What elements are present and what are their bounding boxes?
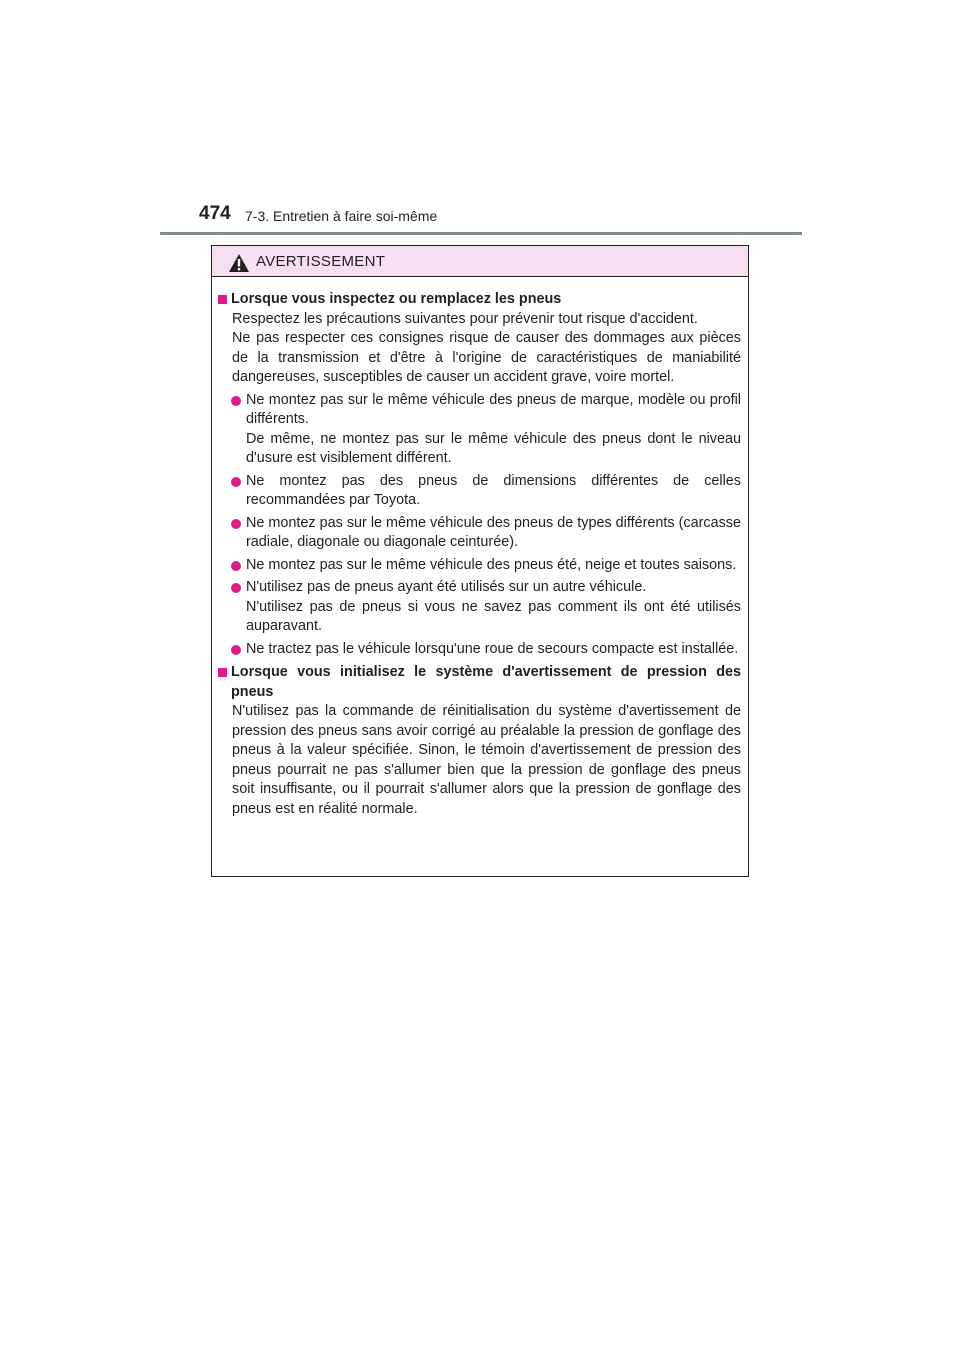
- list-item: Ne montez pas sur le même véhicule des pneus été, neige et toutes saisons.: [217, 556, 741, 576]
- header-rule: [160, 232, 802, 235]
- paragraph: Ne pas respecter ces consignes risque de causer des dommages aux pièces de la transmission et d'être à l'origine de caractéristiques de maniabilité dangereuses, susceptibles de causer un accident grave, voire mortel.: [232, 330, 741, 385]
- round-bullet-icon: [231, 396, 241, 406]
- square-bullet-icon: [218, 295, 227, 304]
- section-heading: Lorsque vous initialisez le système d'avertissement de pression des pneus: [217, 663, 741, 702]
- warning-triangle-icon: [229, 254, 249, 272]
- warning-box: [211, 245, 749, 877]
- square-bullet-icon: [218, 668, 227, 677]
- round-bullet-icon: [231, 477, 241, 487]
- list-item: N'utilisez pas de pneus ayant été utilisés sur un autre véhicule. N'utilisez pas de pneus si vous ne savez pas comment ils ont été utilisés auparavant.: [217, 578, 741, 637]
- round-bullet-icon: [231, 519, 241, 529]
- round-bullet-icon: [231, 645, 241, 655]
- warning-header: [212, 246, 748, 277]
- paragraph: Respectez les précautions suivantes pour prévenir tout risque d'accident.: [232, 310, 698, 327]
- round-bullet-icon: [231, 561, 241, 571]
- warning-title: AVERTISSEMENT: [256, 253, 386, 270]
- list-item: Ne tractez pas le véhicule lorsqu'une roue de secours compacte est installée.: [217, 640, 741, 660]
- section-title: 7-3. Entretien à faire soi-même: [245, 208, 438, 224]
- page-number: 474: [199, 203, 231, 224]
- warning-body: [212, 277, 748, 819]
- page-header: [160, 203, 802, 236]
- paragraph: N'utilisez pas la commande de réinitialisation du système d'avertissement de pression des pneus sans avoir corrigé au préalable la pression de gonflage des pneus à la valeur spécifiée. Sinon, le témoin d'avertissement de pression des pneus pourrait ne pas s'allumer bien que la pression de gonflage des pneus soit insuffisante, ou il pourrait s'allumer alors que la pression de gonflage des pneus est en réalité normale.: [232, 703, 741, 817]
- list-item: Ne montez pas sur le même véhicule des pneus de marque, modèle ou profil différents. De même, ne montez pas sur le même véhicule des pneus dont le niveau d'usure est visiblement différent.: [217, 391, 741, 469]
- section-heading: Lorsque vous inspectez ou remplacez les pneus: [217, 290, 741, 310]
- list-item: Ne montez pas sur le même véhicule des pneus de types différents (carcasse radiale, diagonale ou diagonale ceinturée).: [217, 514, 741, 553]
- round-bullet-icon: [231, 583, 241, 593]
- list-item: Ne montez pas des pneus de dimensions différentes de celles recommandées par Toyota.: [217, 472, 741, 511]
